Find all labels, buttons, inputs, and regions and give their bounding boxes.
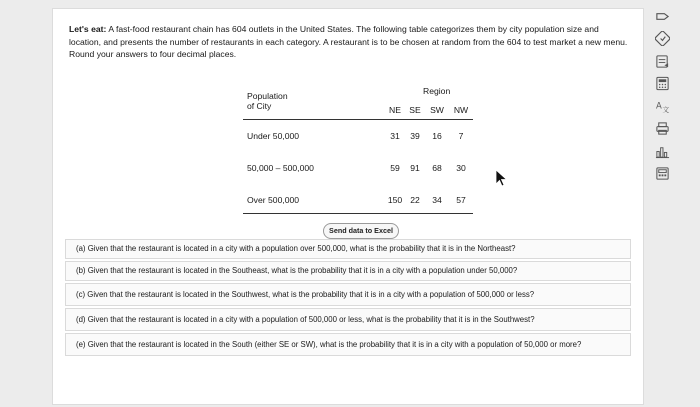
cell: 57 bbox=[456, 195, 466, 205]
table-bottom-rule bbox=[243, 213, 473, 214]
cell: 22 bbox=[410, 195, 420, 205]
cell: 16 bbox=[432, 131, 442, 141]
question-d[interactable]: (d) Given that the restaurant is located in a city with a population of 500,000 or less, what is the probability that it is in the Southwest? bbox=[65, 308, 631, 331]
highlighter-icon[interactable] bbox=[654, 8, 670, 24]
cell: 30 bbox=[456, 163, 466, 173]
chart-icon[interactable] bbox=[654, 143, 670, 159]
row-header-line2: of City bbox=[247, 101, 272, 111]
data-table bbox=[243, 83, 473, 217]
question-c[interactable]: (c) Given that the restaurant is located in the Southwest, what is the probability that it is in a city with a population of 500,000 or less? bbox=[65, 283, 631, 306]
cell: 150 bbox=[387, 195, 403, 205]
translate-icon[interactable] bbox=[654, 98, 670, 114]
question-a[interactable]: (a) Given that the restaurant is located in a city with a population over 500,000, what is the probability that it is in the Northeast? bbox=[65, 239, 631, 259]
col-sw: SW bbox=[430, 105, 444, 115]
svg-text:A: A bbox=[655, 99, 662, 110]
question-b[interactable]: (b) Given that the restaurant is located in the Southeast, what is the probability that it is in a city with a population under 50,000? bbox=[65, 261, 631, 281]
col-ne: NE bbox=[389, 105, 401, 115]
calculator-icon[interactable] bbox=[654, 76, 670, 92]
send-to-excel-button[interactable]: Send data to Excel bbox=[323, 223, 399, 239]
document-icon[interactable] bbox=[654, 53, 670, 69]
grid-calculator-icon[interactable] bbox=[654, 166, 670, 182]
row-label: 50,000 – 500,000 bbox=[247, 163, 314, 173]
table-row bbox=[243, 195, 473, 207]
tools-sidebar bbox=[648, 8, 676, 188]
svg-text:文: 文 bbox=[662, 105, 669, 114]
cell: 34 bbox=[432, 195, 442, 205]
mouse-cursor-icon bbox=[495, 169, 509, 192]
cell: 31 bbox=[390, 131, 400, 141]
col-se: SE bbox=[409, 105, 421, 115]
table-row bbox=[243, 163, 473, 175]
problem-card bbox=[52, 8, 644, 405]
region-header: Region bbox=[423, 86, 451, 96]
col-nw: NW bbox=[453, 105, 469, 115]
target-icon[interactable] bbox=[654, 31, 670, 47]
table-row bbox=[243, 131, 473, 143]
intro-lead: Let's eat: bbox=[69, 24, 107, 34]
print-icon[interactable] bbox=[654, 121, 670, 137]
row-label: Over 500,000 bbox=[247, 195, 300, 205]
question-e[interactable]: (e) Given that the restaurant is located in the South (either SE or SW), what is the probability that it is in a city with a population of 50,000 or more? bbox=[65, 333, 631, 356]
questions-list bbox=[65, 239, 631, 358]
cell: 39 bbox=[410, 131, 420, 141]
row-label: Under 50,000 bbox=[247, 131, 300, 141]
cell: 68 bbox=[432, 163, 442, 173]
problem-intro bbox=[69, 23, 631, 61]
intro-body: A fast-food restaurant chain has 604 outlets in the United States. The following table categorizes them by city population size and location, and presents the number of restaurants in each category. A restaurant is to be chosen at random from the 604 to test market a new menu. Round your answers to four decimal places. bbox=[69, 24, 628, 60]
table-header-rule bbox=[243, 119, 473, 120]
cell: 91 bbox=[410, 163, 420, 173]
row-header-line1: Population bbox=[247, 91, 288, 101]
cell: 59 bbox=[390, 163, 400, 173]
row-header bbox=[247, 91, 288, 111]
cell: 7 bbox=[458, 131, 464, 141]
